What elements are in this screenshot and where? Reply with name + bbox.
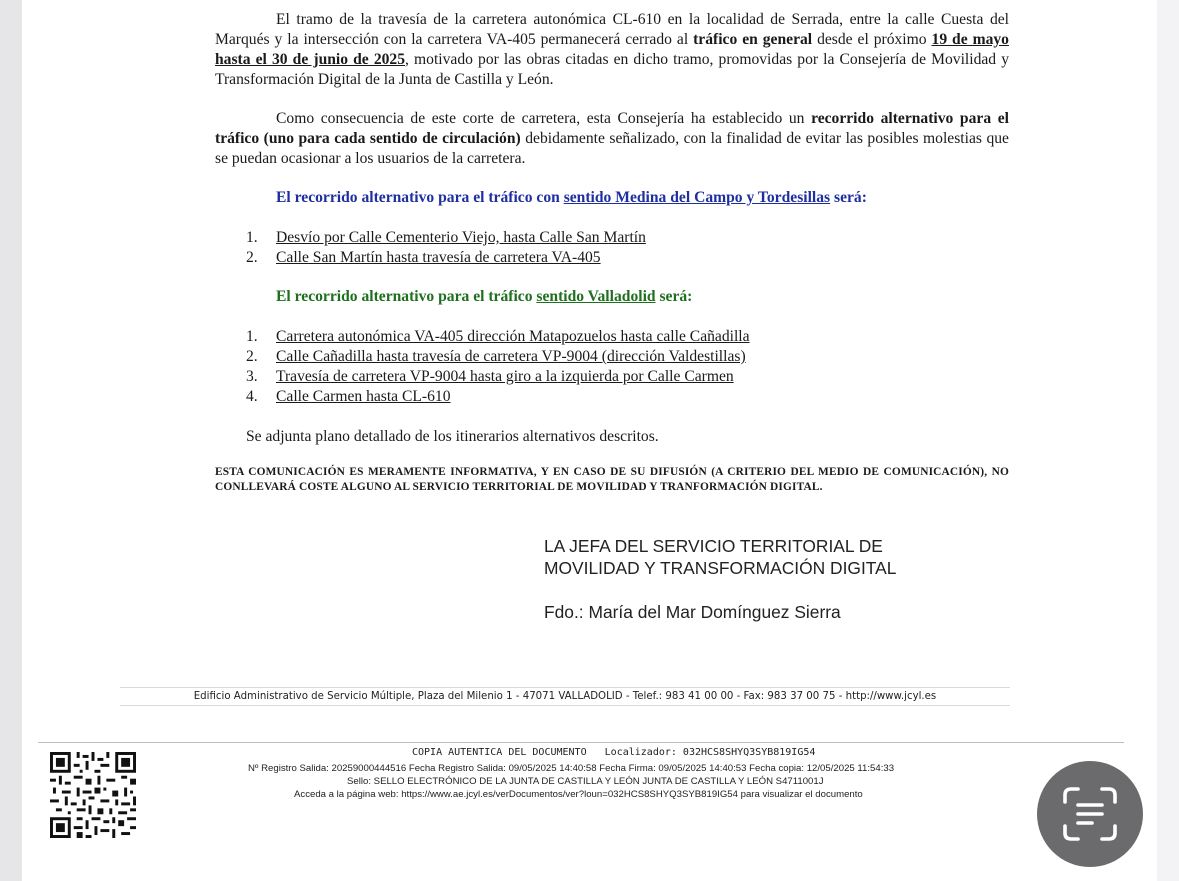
signature-name: Fdo.: María del Mar Domínguez Sierra xyxy=(544,602,841,622)
paragraph-closure-text-c: desde el próximo xyxy=(812,31,932,48)
signature-title-line1: LA JEFA DEL SERVICIO TERRITORIAL DE xyxy=(544,536,883,556)
list-item-number: 1. xyxy=(246,328,258,345)
live-text-scan-icon xyxy=(1059,783,1121,845)
route1-direction: sentido Medina del Campo y Tordesillas xyxy=(563,189,831,206)
signature-title-line2: MOVILIDAD Y TRANSFORMACIÓN DIGITAL xyxy=(544,558,897,578)
paragraph-closure xyxy=(215,10,1009,90)
qr-code-icon xyxy=(50,752,136,838)
copy-seal: Sello: SELLO ELECTRÓNICO DE LA JUNTA DE CASTILLA Y LEÓN JUNTA DE CASTILLA Y LEÓN S4711001J xyxy=(347,776,824,787)
list-item-number: 4. xyxy=(246,388,258,405)
viewer-edge xyxy=(1157,0,1179,881)
list-item-number: 3. xyxy=(246,368,258,385)
list-item-text: Calle San Martín hasta travesía de carretera VA-405 xyxy=(276,249,601,266)
paragraph-closure-bold-traffic: tráfico en general xyxy=(693,31,813,48)
list-item-text: Carretera autonómica VA-405 dirección Matapozuelos hasta calle Cañadilla xyxy=(276,328,750,345)
list-item-text: Calle Cañadilla hasta travesía de carretera VP-9004 (dirección Valdestillas) xyxy=(276,348,746,365)
list-item-text: Travesía de carretera VP-9004 hasta giro a la izquierda por Calle Carmen xyxy=(276,368,734,385)
footer-address: Edificio Administrativo de Servicio Múltiple, Plaza del Milenio 1 - 47071 VALLADOLID - Telef.: 983 41 00 00 - Fax: 983 37 00 75 - http://www.jcyl.es xyxy=(193,691,937,702)
list-item-number: 1. xyxy=(246,229,258,246)
paragraph-closure-text-a: El tramo de la travesía de la carretera autonómica CL-610 en la localidad de Serrada, entre la calle Cuesta del Marqués y la intersección con la carretera VA-405 permanecerá cerrado al xyxy=(215,11,1009,48)
list-item xyxy=(246,367,750,387)
copy-registry: Nº Registro Salida: 20259000444516 Fecha Registro Salida: 09/05/2025 14:40:58 Fecha Firma: 09/05/2025 14:40:53 Fecha copia: 12/05/2025 11:54:33 xyxy=(248,763,895,774)
route2-list xyxy=(246,327,750,407)
footer-rule-bottom xyxy=(120,705,1010,706)
copy-rule xyxy=(38,742,1124,743)
list-item xyxy=(246,327,750,347)
route1-title xyxy=(276,188,867,208)
list-item-text: Calle Carmen hasta CL-610 xyxy=(276,388,451,405)
list-item xyxy=(246,387,750,407)
route2-title-c: será: xyxy=(655,288,693,305)
route2-title-a: El recorrido alternativo para el tráfico xyxy=(276,288,537,305)
attachment-note: Se adjunta plano detallado de los itinerarios alternativos descritos. xyxy=(246,428,659,445)
disclaimer: ESTA COMUNICACIÓN ES MERAMENTE INFORMATIVA, Y EN CASO DE SU DIFUSIÓN (A CRITERIO DEL MEDIO DE COMUNICACIÓN), NO CONLLEVARÁ COSTE ALGUNO AL SERVICIO TERRITORIAL DE MOVILIDAD Y TRANFORMACIÓN DIGITAL. xyxy=(215,466,1009,493)
route1-title-c: será: xyxy=(830,189,867,206)
document-page xyxy=(22,0,1157,881)
copy-access: Acceda a la página web: https://www.ae.jcyl.es/verDocumentos/ver?loun=032HCS8SHYQ3SYB819IG54 para visualizar el documento xyxy=(294,789,863,800)
copy-header: COPIA AUTENTICA DEL DOCUMENTO Localizador: 032HCS8SHYQ3SYB819IG54 xyxy=(412,747,816,758)
route2-title xyxy=(276,287,692,307)
list-item xyxy=(246,248,646,268)
route2-direction: sentido Valladolid xyxy=(536,288,656,305)
list-item xyxy=(246,347,750,367)
route1-title-a: El recorrido alternativo para el tráfico con xyxy=(276,189,564,206)
paragraph-alternative-text-a: Como consecuencia de este corte de carretera, esta Consejería ha establecido un xyxy=(276,110,812,127)
list-item-number: 2. xyxy=(246,348,258,365)
footer-rule-top xyxy=(120,687,1010,688)
list-item-text: Desvío por Calle Cementerio Viejo, hasta Calle San Martín xyxy=(276,229,646,246)
list-item xyxy=(246,228,646,248)
paragraph-closure-text-e: , motivado por las obras citadas en dicho tramo, promovidas por la Consejería de Movilidad y Transformación Digital de la Junta de Castilla y León. xyxy=(215,51,1009,88)
route1-list xyxy=(246,228,646,268)
paragraph-closure-dates: 19 de mayo hasta el 30 de junio de 2025 xyxy=(215,31,1009,68)
list-item-number: 2. xyxy=(246,249,258,266)
paragraph-alternative-text-c: debidamente señalizado, con la finalidad de evitar las posibles molestias que se puedan ocasionar a los usuarios de la carretera. xyxy=(215,130,1009,167)
paragraph-alternative xyxy=(215,109,1009,169)
paragraph-alternative-bold: recorrido alternativo para el tráfico (uno para cada sentido de circulación) xyxy=(215,110,1009,147)
live-text-scan-button[interactable] xyxy=(1037,761,1143,867)
